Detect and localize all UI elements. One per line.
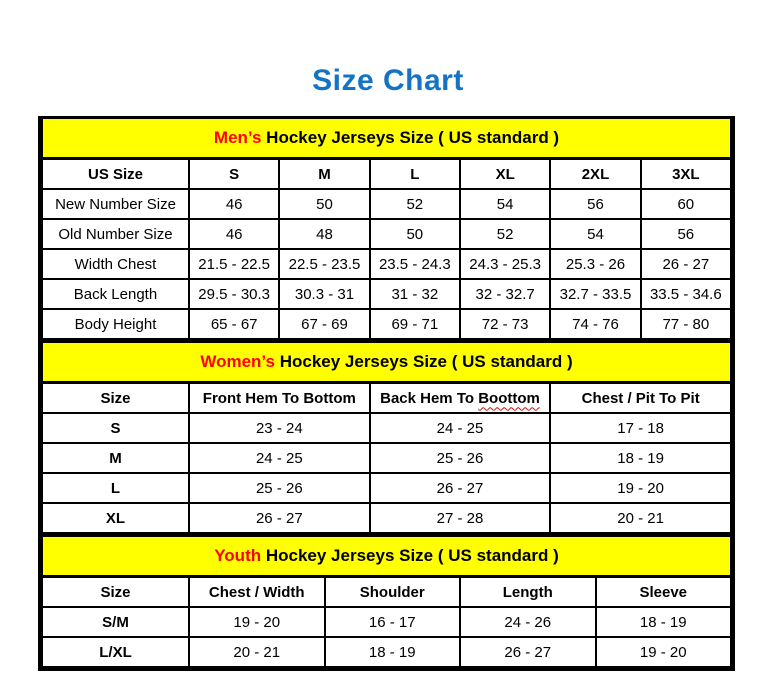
table-cell: 24.3 - 25.3	[460, 249, 550, 279]
row-label: L	[42, 473, 189, 503]
table-cell: 18 - 19	[325, 637, 461, 667]
youth-section-title	[42, 536, 731, 577]
table-row	[42, 309, 731, 339]
womens-column-header-row	[42, 383, 731, 414]
table-row	[42, 219, 731, 249]
mens-size-table	[41, 119, 732, 340]
column-header: Chest / Pit To Pit	[550, 383, 731, 414]
column-header: US Size	[42, 159, 189, 190]
table-cell: 26 - 27	[370, 473, 551, 503]
table-cell: 29.5 - 30.3	[189, 279, 279, 309]
table-cell: 65 - 67	[189, 309, 279, 339]
table-row	[42, 249, 731, 279]
column-header: 3XL	[641, 159, 731, 190]
table-row	[42, 473, 731, 503]
table-row	[42, 279, 731, 309]
table-cell: 74 - 76	[550, 309, 640, 339]
youth-size-table	[41, 534, 732, 668]
column-header: L	[370, 159, 460, 190]
table-cell: 48	[279, 219, 369, 249]
youth-column-header-row	[42, 577, 731, 608]
table-cell: 25 - 26	[189, 473, 370, 503]
youth-highlight: Youth	[214, 546, 262, 565]
row-label: Old Number Size	[42, 219, 189, 249]
size-chart	[38, 116, 735, 671]
row-label: L/XL	[42, 637, 189, 667]
womens-highlight: Women’s	[200, 352, 275, 371]
column-header: XL	[460, 159, 550, 190]
table-cell: 52	[460, 219, 550, 249]
row-label: Width Chest	[42, 249, 189, 279]
table-cell: 32 - 32.7	[460, 279, 550, 309]
table-cell: 22.5 - 23.5	[279, 249, 369, 279]
womens-section-title	[42, 342, 731, 383]
table-cell: 16 - 17	[325, 607, 461, 637]
table-cell: 18 - 19	[550, 443, 731, 473]
table-cell: 46	[189, 189, 279, 219]
womens-size-table	[41, 340, 732, 534]
column-header: Chest / Width	[189, 577, 325, 608]
row-label: XL	[42, 503, 189, 533]
table-row	[42, 413, 731, 443]
table-cell: 24 - 25	[370, 413, 551, 443]
column-header: Sleeve	[596, 577, 732, 608]
column-header	[370, 383, 551, 414]
table-cell: 60	[641, 189, 731, 219]
page-title: Size Chart	[312, 64, 464, 97]
table-cell: 67 - 69	[279, 309, 369, 339]
mens-column-header-row	[42, 159, 731, 190]
table-cell: 72 - 73	[460, 309, 550, 339]
table-row	[42, 503, 731, 533]
table-cell: 25 - 26	[370, 443, 551, 473]
table-cell: 25.3 - 26	[550, 249, 640, 279]
table-cell: 77 - 80	[641, 309, 731, 339]
table-cell: 33.5 - 34.6	[641, 279, 731, 309]
table-cell: 32.7 - 33.5	[550, 279, 640, 309]
table-row	[42, 189, 731, 219]
table-cell: 24 - 25	[189, 443, 370, 473]
womens-title-rest: Hockey Jerseys Size ( US standard )	[274, 352, 573, 371]
table-cell: 54	[550, 219, 640, 249]
column-header: Shoulder	[325, 577, 461, 608]
table-cell: 19 - 20	[189, 607, 325, 637]
womens-section-header	[42, 342, 731, 383]
mens-highlight: Men’s	[213, 128, 262, 147]
row-label: S/M	[42, 607, 189, 637]
table-cell: 17 - 18	[550, 413, 731, 443]
table-cell: 20 - 21	[550, 503, 731, 533]
table-cell: 19 - 20	[550, 473, 731, 503]
column-header: Length	[460, 577, 596, 608]
table-cell: 52	[370, 189, 460, 219]
youth-title-rest: Hockey Jerseys Size ( US standard )	[261, 546, 559, 565]
column-header: Front Hem To Bottom	[189, 383, 370, 414]
row-label: Body Height	[42, 309, 189, 339]
column-header: S	[189, 159, 279, 190]
table-cell: 46	[189, 219, 279, 249]
table-cell: 21.5 - 22.5	[189, 249, 279, 279]
table-cell: 19 - 20	[596, 637, 732, 667]
column-header: Size	[42, 577, 189, 608]
row-label: Back Length	[42, 279, 189, 309]
table-cell: 27 - 28	[370, 503, 551, 533]
table-cell: 31 - 32	[370, 279, 460, 309]
table-cell: 30.3 - 31	[279, 279, 369, 309]
row-label: New Number Size	[42, 189, 189, 219]
row-label: S	[42, 413, 189, 443]
table-row	[42, 637, 731, 667]
table-cell: 26 - 27	[189, 503, 370, 533]
table-cell: 23.5 - 24.3	[370, 249, 460, 279]
row-label: M	[42, 443, 189, 473]
column-header: 2XL	[550, 159, 640, 190]
column-header: M	[279, 159, 369, 190]
table-cell: 23 - 24	[189, 413, 370, 443]
table-cell: 18 - 19	[596, 607, 732, 637]
column-header-text: Back Hem To	[380, 389, 479, 407]
table-cell: 26 - 27	[460, 637, 596, 667]
table-cell: 24 - 26	[460, 607, 596, 637]
table-cell: 54	[460, 189, 550, 219]
table-cell: 50	[370, 219, 460, 249]
table-cell: 20 - 21	[189, 637, 325, 667]
table-row	[42, 443, 731, 473]
mens-section-header	[42, 119, 731, 159]
column-header: Size	[42, 383, 189, 414]
table-row	[42, 607, 731, 637]
table-cell: 26 - 27	[641, 249, 731, 279]
table-cell: 56	[641, 219, 731, 249]
table-cell: 56	[550, 189, 640, 219]
mens-section-title	[42, 119, 731, 159]
mens-title-rest: Hockey Jerseys Size ( US standard )	[261, 128, 560, 147]
table-cell: 50	[279, 189, 369, 219]
youth-section-header	[42, 536, 731, 577]
spellcheck-underline: Boottom	[478, 389, 540, 407]
table-cell: 69 - 71	[370, 309, 460, 339]
